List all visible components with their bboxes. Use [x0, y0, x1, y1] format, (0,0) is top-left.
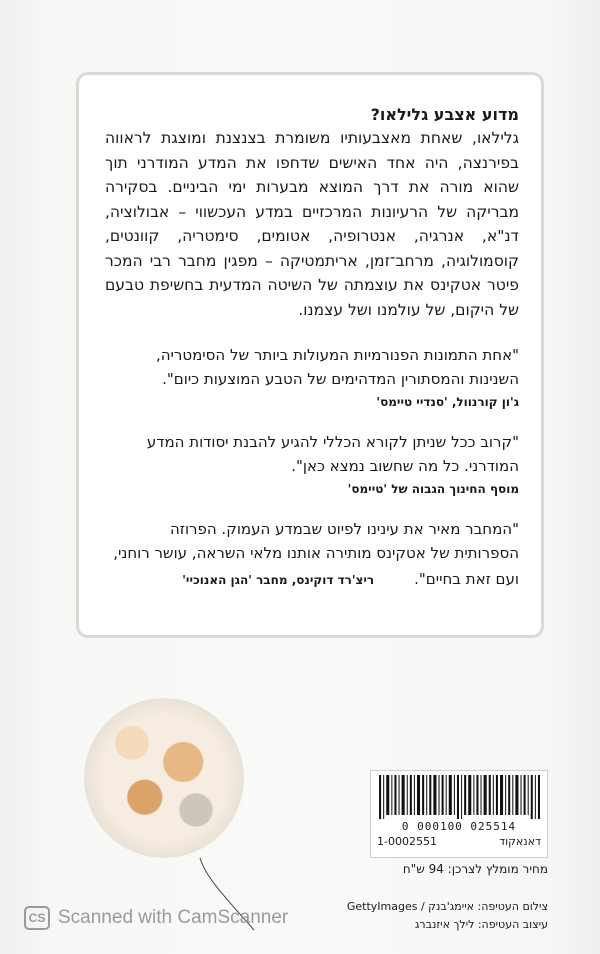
design-credit: עיצוב העטיפה: לילך איזנברג	[414, 918, 548, 931]
quote-3	[105, 518, 519, 593]
barcode	[370, 770, 548, 858]
quote-text: "אחת התמונות הפנורמיות המעולות ביותר של הסימטריה, השנינות והמסתורין המדהימים של הטבע המוצעות כיום".	[155, 346, 519, 388]
barcode-publisher: דאנאקוד	[499, 835, 541, 848]
quote-text-content: "המחבר מאיר את עינינו לפיוט שבמדע העמוק. הפרוזה הספרותית של אטקינס מותירה אותנו מלאי השראה, עושר רוחני, ועם זאת בחיים".	[113, 520, 519, 588]
quote-2	[105, 431, 519, 496]
barcode-code: 1-0002551	[377, 835, 437, 848]
camscanner-label: Scanned with CamScanner	[58, 907, 289, 928]
cover-credits	[322, 898, 548, 934]
blurb-box	[76, 72, 544, 638]
blurb-heading: מדוע אצבע גלילאו?	[370, 105, 519, 124]
photo-credit: צילום העטיפה: איימג'בנק / GettyImages	[346, 900, 548, 913]
quote-text: "קרוב ככל שניתן לקורא הכללי להגיע להבנת יסודות המדע המודרני. כל מה שחשוב נמצא כאן".	[146, 433, 519, 475]
quote-text	[105, 518, 519, 593]
quote-source: ריצ'רד דוקינס, מחבר 'הגן האנוכיי'	[182, 573, 375, 587]
blurb-body: גלילאו, שאחת מאצבעותיו משומרת בצנצנת ומוצגת לראווה בפירנצה, היה אחד האישים שדחפו את המדע המודרני תוך שהוא מורה את דרך המוצא מבערות ימי הביניים. בסקירה מבריקה של הרעיונות המרכזיים במדע העכשווי – אבולוציה, דנ"א, אנרגיה, אנטרופיה, אטומים, סימטריה, קוונטים, קוסמולוגיה, מרחב־זמן, אריתמטיקה – מפגין מחבר רבי המכר פיטר אטקינס את עוצמתה של השיטה המדעית בחשיפת טבעם של היקום, של עולמנו ושל עצמנו.	[105, 129, 519, 319]
quote-source: מוסף החינוך הגבוה של 'טיימס'	[347, 482, 519, 496]
quote-1	[105, 344, 519, 409]
camscanner-watermark	[24, 906, 288, 930]
globe-balloon-image	[84, 698, 244, 858]
barcode-digits: 0 000100 025514	[401, 820, 517, 833]
barcode-bars	[377, 775, 541, 819]
camscanner-logo-icon: CS	[24, 906, 50, 930]
price-label: מחיר מומלץ לצרכן: 94 ש"ח	[402, 862, 548, 876]
quote-source: ג'ון קורנוול, 'סנדיי טיימס'	[376, 395, 519, 409]
barcode-info	[377, 835, 541, 848]
